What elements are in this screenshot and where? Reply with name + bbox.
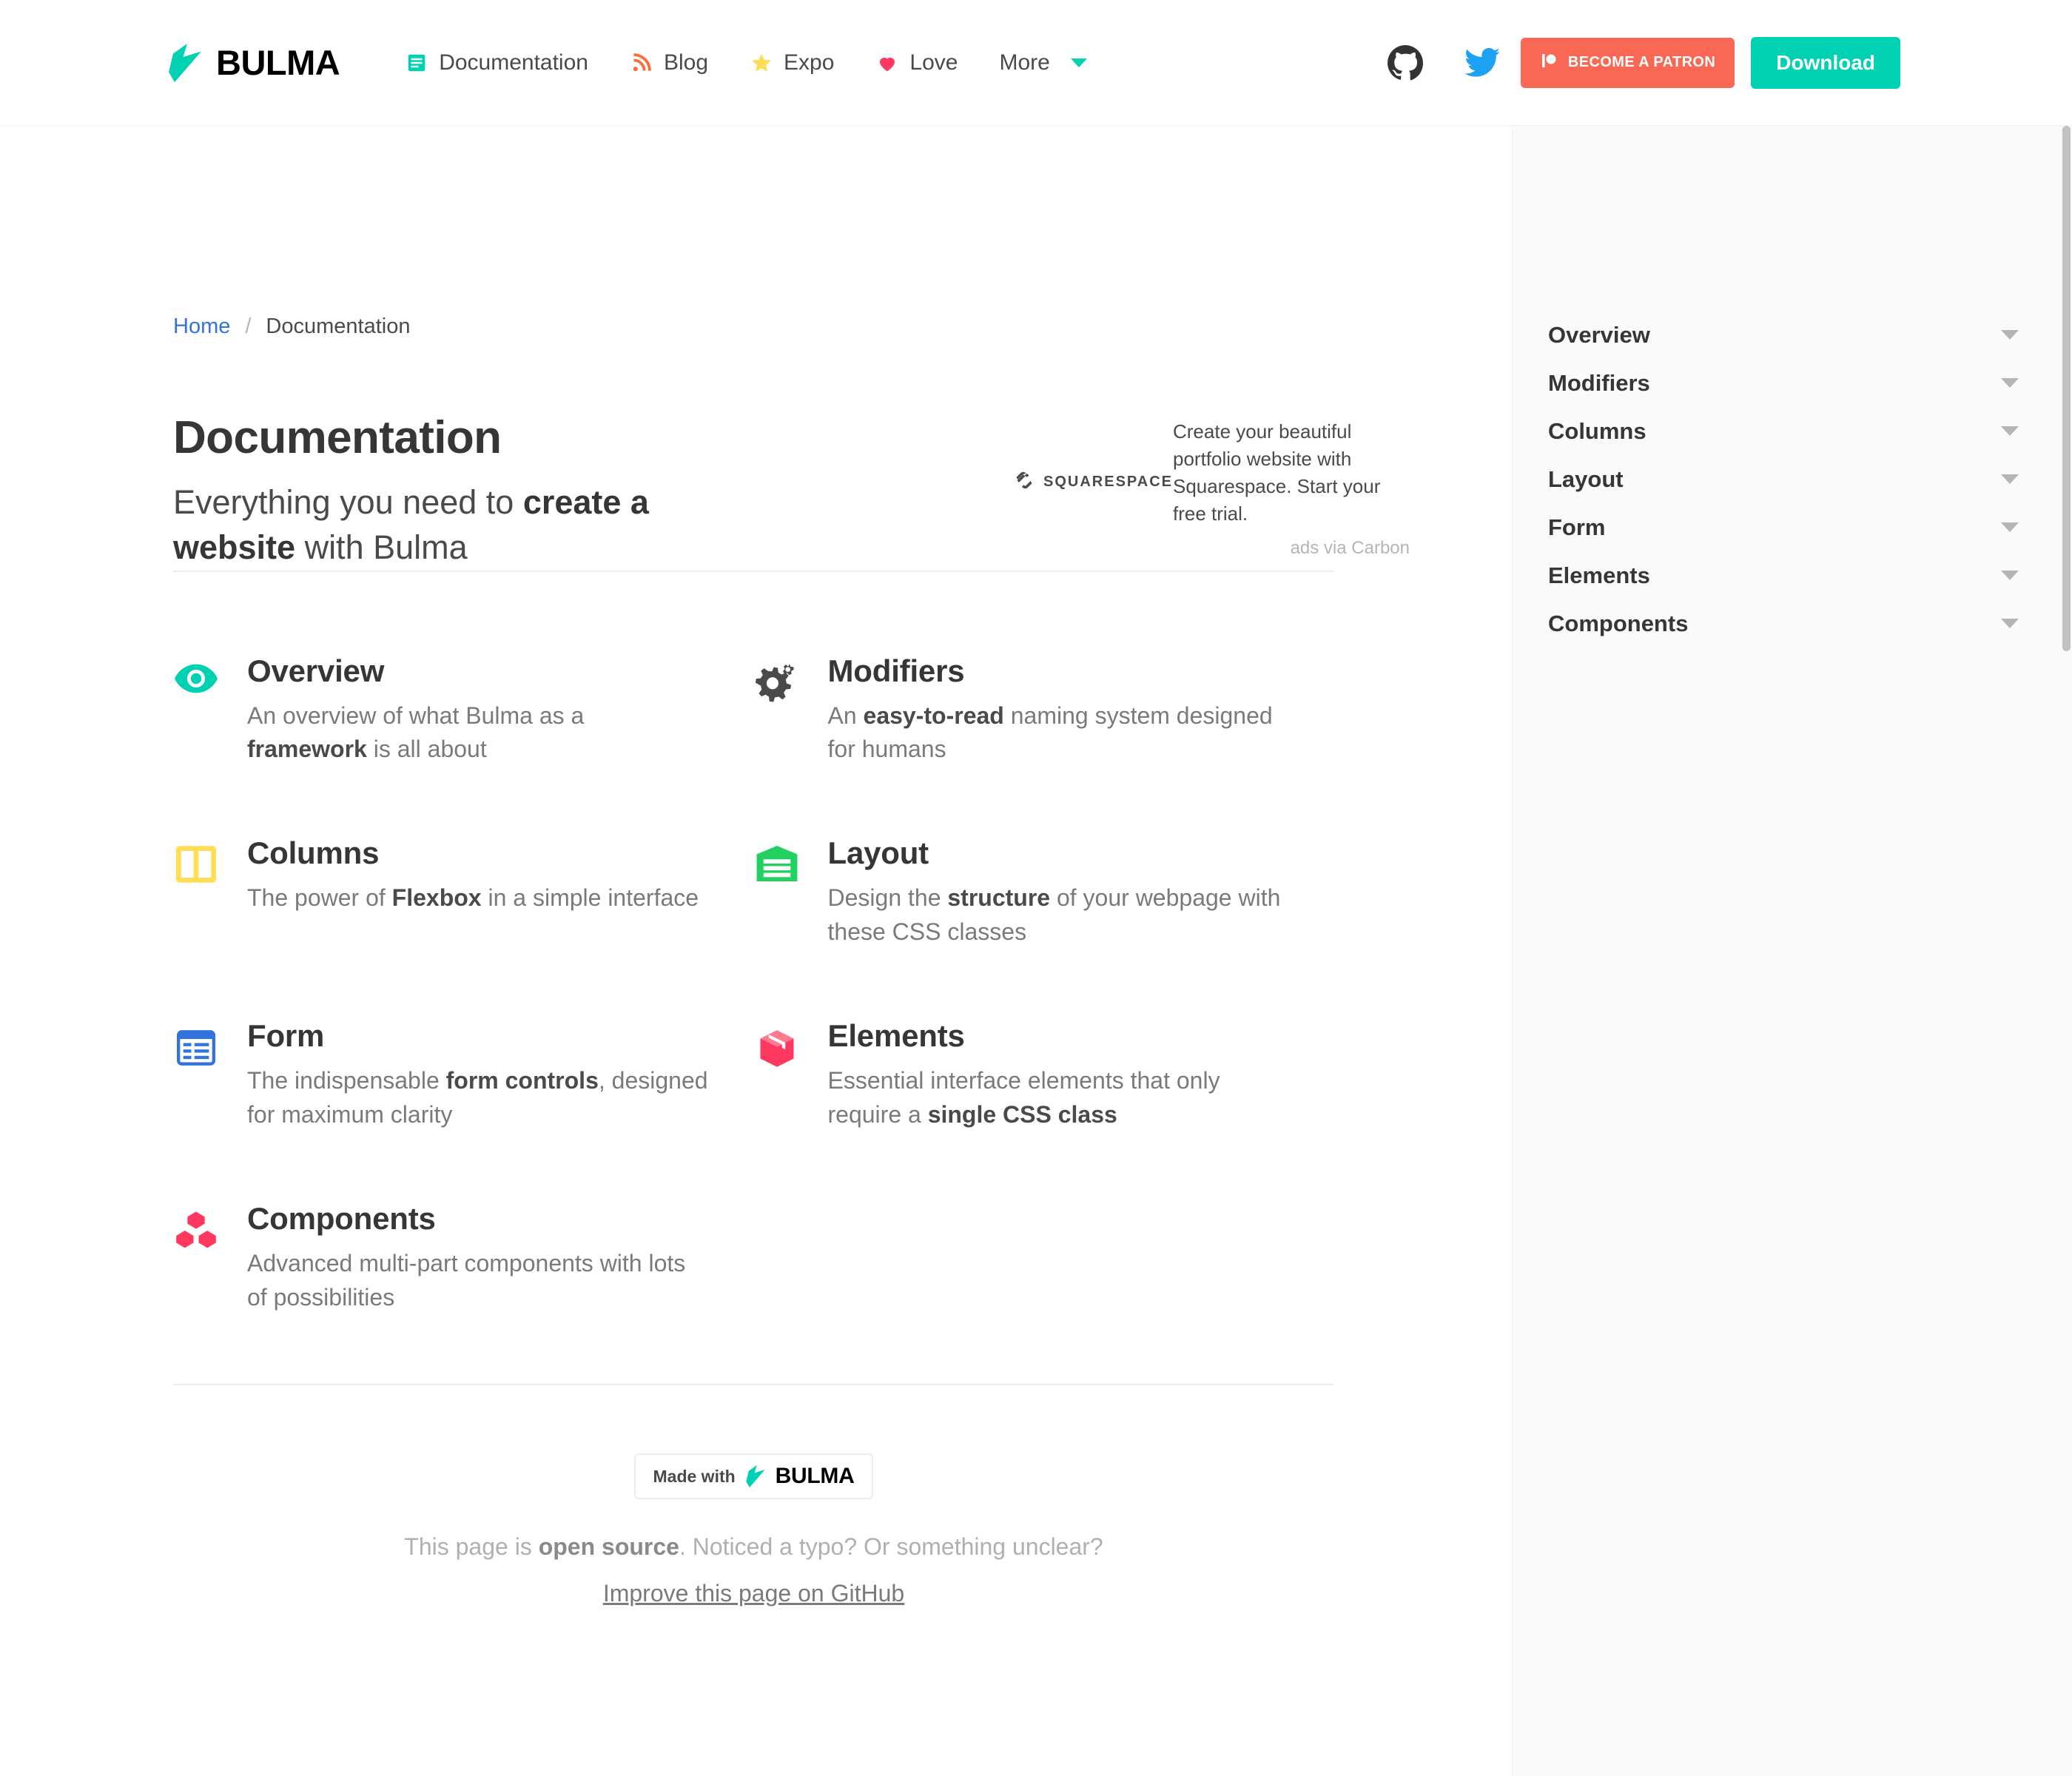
doc-card-columns[interactable] <box>173 835 754 949</box>
desc-post: , designed for maximum clarity <box>247 1067 708 1128</box>
carbon-ad[interactable] <box>1014 418 1410 559</box>
nav-item-label: More <box>999 50 1050 75</box>
book-icon <box>405 51 428 75</box>
breadcrumb <box>173 126 1334 339</box>
card-description <box>247 1064 710 1131</box>
desc-pre: The indispensable <box>247 1067 446 1094</box>
patreon-icon <box>1540 52 1558 74</box>
chevron-down-icon[interactable] <box>2001 426 2019 436</box>
footer-note <box>173 1533 1334 1561</box>
card-description <box>828 881 1291 949</box>
desc-strong: form controls <box>445 1067 599 1094</box>
footer-note-strong: open source <box>538 1533 679 1560</box>
desc-pre: Essential interface elements that only require a <box>827 1067 1220 1128</box>
sidebar-item-components[interactable] <box>1513 599 2072 648</box>
card-title[interactable]: Components <box>247 1201 436 1237</box>
doc-card-form[interactable] <box>173 1018 754 1131</box>
layout-icon <box>754 835 800 949</box>
card-title[interactable]: Columns <box>247 835 380 871</box>
become-a-patron-button[interactable] <box>1521 38 1735 88</box>
gears-icon <box>754 653 800 767</box>
desc-post: is all about <box>366 735 487 762</box>
card-title[interactable]: Form <box>247 1018 325 1054</box>
card-title[interactable]: Elements <box>827 1018 965 1054</box>
sidebar-item-label: Modifiers <box>1548 369 1650 396</box>
sidebar-item-label: Elements <box>1548 562 1650 588</box>
breadcrumb-current: Documentation <box>266 314 411 338</box>
desc-pre: Design the <box>827 884 948 912</box>
made-with-bulma-badge[interactable] <box>634 1453 874 1499</box>
patron-label: BECOME A PATRON <box>1567 54 1716 70</box>
brand-name: BULMA <box>216 43 340 82</box>
footer-note-post: . Noticed a typo? Or something unclear? <box>679 1533 1103 1560</box>
sidebar-item-elements[interactable] <box>1513 551 2072 599</box>
desc-pre: An overview of what Bulma as a <box>247 702 585 729</box>
page-body <box>0 126 2072 1776</box>
twitter-icon[interactable] <box>1460 41 1504 85</box>
nav-item-documentation[interactable] <box>384 0 609 126</box>
card-title[interactable]: Overview <box>247 653 385 688</box>
breadcrumb-home-link[interactable]: Home <box>173 314 231 338</box>
subtitle-pre: Everything you need to <box>173 483 523 521</box>
github-icon[interactable] <box>1383 41 1427 85</box>
desc-strong: framework <box>247 735 367 762</box>
breadcrumb-separator: / <box>245 314 252 338</box>
heart-icon <box>875 51 899 75</box>
card-title[interactable]: Layout <box>827 835 929 871</box>
page-footer <box>173 1385 1334 1607</box>
sidebar-item-label: Overview <box>1548 321 1650 348</box>
chevron-down-icon <box>1071 58 1087 67</box>
bulma-logo-icon <box>169 44 201 82</box>
card-description <box>828 699 1291 767</box>
page-scrollbar[interactable] <box>2062 126 2072 1776</box>
sidebar-item-layout[interactable] <box>1513 455 2072 503</box>
card-description <box>247 881 699 915</box>
nav-item-label: Love <box>909 50 958 75</box>
card-description <box>247 1247 710 1314</box>
card-description <box>828 1064 1291 1131</box>
brand-home-link[interactable] <box>169 42 340 83</box>
desc-post: of your webpage with these CSS classes <box>827 884 1281 945</box>
sidebar-item-label: Form <box>1548 514 1606 540</box>
top-navbar <box>0 0 2072 126</box>
squarespace-icon <box>1014 470 1035 494</box>
bulma-logo-icon <box>746 1465 765 1487</box>
ad-logo <box>1014 418 1173 559</box>
download-label: Download <box>1776 50 1875 74</box>
elements-box-icon <box>754 1018 800 1131</box>
made-with-brand: BULMA <box>775 1464 855 1488</box>
eye-icon <box>173 653 219 767</box>
nav-item-label: Expo <box>784 50 835 75</box>
rss-icon <box>630 51 653 75</box>
chevron-down-icon[interactable] <box>2001 378 2019 388</box>
ad-text: Create your beautiful portfolio website with Squarespace. Start your free trial. <box>1173 420 1381 525</box>
sidebar-item-label: Components <box>1548 610 1689 636</box>
subtitle-post: with Bulma <box>295 528 468 566</box>
nav-items <box>384 0 1108 126</box>
nav-item-expo[interactable] <box>729 0 855 126</box>
ad-via-label: ads via Carbon <box>1290 537 1410 558</box>
doc-card-elements[interactable] <box>754 1018 1335 1131</box>
desc-pre: Advanced multi-part components with lots of possibilities <box>247 1250 686 1311</box>
chevron-down-icon[interactable] <box>2001 522 2019 532</box>
download-button[interactable] <box>1751 37 1900 89</box>
doc-card-modifiers[interactable] <box>754 653 1335 767</box>
divider-top <box>173 571 1334 572</box>
desc-pre: An <box>827 702 864 729</box>
page-subtitle <box>173 480 780 571</box>
sidebar-item-label: Columns <box>1548 417 1646 444</box>
desc-pre: The power of <box>247 884 392 912</box>
doc-card-layout[interactable] <box>754 835 1335 949</box>
footer-note-pre: This page is <box>404 1533 539 1560</box>
components-icon <box>173 1201 219 1314</box>
nav-item-label: Documentation <box>439 50 588 75</box>
columns-icon <box>173 835 219 949</box>
sidebar-item-form[interactable] <box>1513 503 2072 551</box>
sidebar-menu <box>1512 126 2072 1776</box>
subtitle-strong: create a website <box>173 483 649 566</box>
card-description <box>247 699 710 767</box>
improve-page-link[interactable]: Improve this page on GitHub <box>602 1580 905 1607</box>
made-with-label: Made with <box>653 1466 736 1486</box>
chevron-down-icon[interactable] <box>2001 571 2019 580</box>
card-title[interactable]: Modifiers <box>827 653 965 688</box>
sidebar-item-label: Layout <box>1548 465 1624 492</box>
sidebar-item-modifiers[interactable] <box>1513 359 2072 407</box>
sidebar-item-columns[interactable] <box>1513 407 2072 455</box>
navbar-right <box>1367 37 1900 89</box>
form-icon <box>173 1018 219 1131</box>
page-title: Documentation <box>173 412 502 463</box>
chevron-down-icon[interactable] <box>2001 330 2019 340</box>
star-icon <box>750 51 773 75</box>
nav-item-love[interactable] <box>855 0 978 126</box>
desc-strong: Flexbox <box>391 884 482 912</box>
main-content <box>0 126 1512 1776</box>
doc-card-grid <box>173 653 1334 1385</box>
desc-post: in a simple interface <box>481 884 699 912</box>
desc-strong: structure <box>947 884 1051 912</box>
doc-card-overview[interactable] <box>173 653 754 767</box>
chevron-down-icon[interactable] <box>2001 619 2019 628</box>
chevron-down-icon[interactable] <box>2001 474 2019 484</box>
nav-item-blog[interactable] <box>609 0 729 126</box>
scrollbar-thumb[interactable] <box>2062 126 2071 651</box>
desc-strong: single CSS class <box>927 1100 1117 1128</box>
nav-item-more[interactable] <box>978 0 1107 126</box>
sidebar-item-overview[interactable] <box>1513 311 2072 359</box>
ad-brand: SQUARESPACE <box>1043 474 1173 490</box>
doc-card-components[interactable] <box>173 1201 754 1314</box>
desc-post: naming system designed for humans <box>827 702 1273 762</box>
nav-item-label: Blog <box>663 50 709 75</box>
desc-strong: easy-to-read <box>863 702 1004 729</box>
